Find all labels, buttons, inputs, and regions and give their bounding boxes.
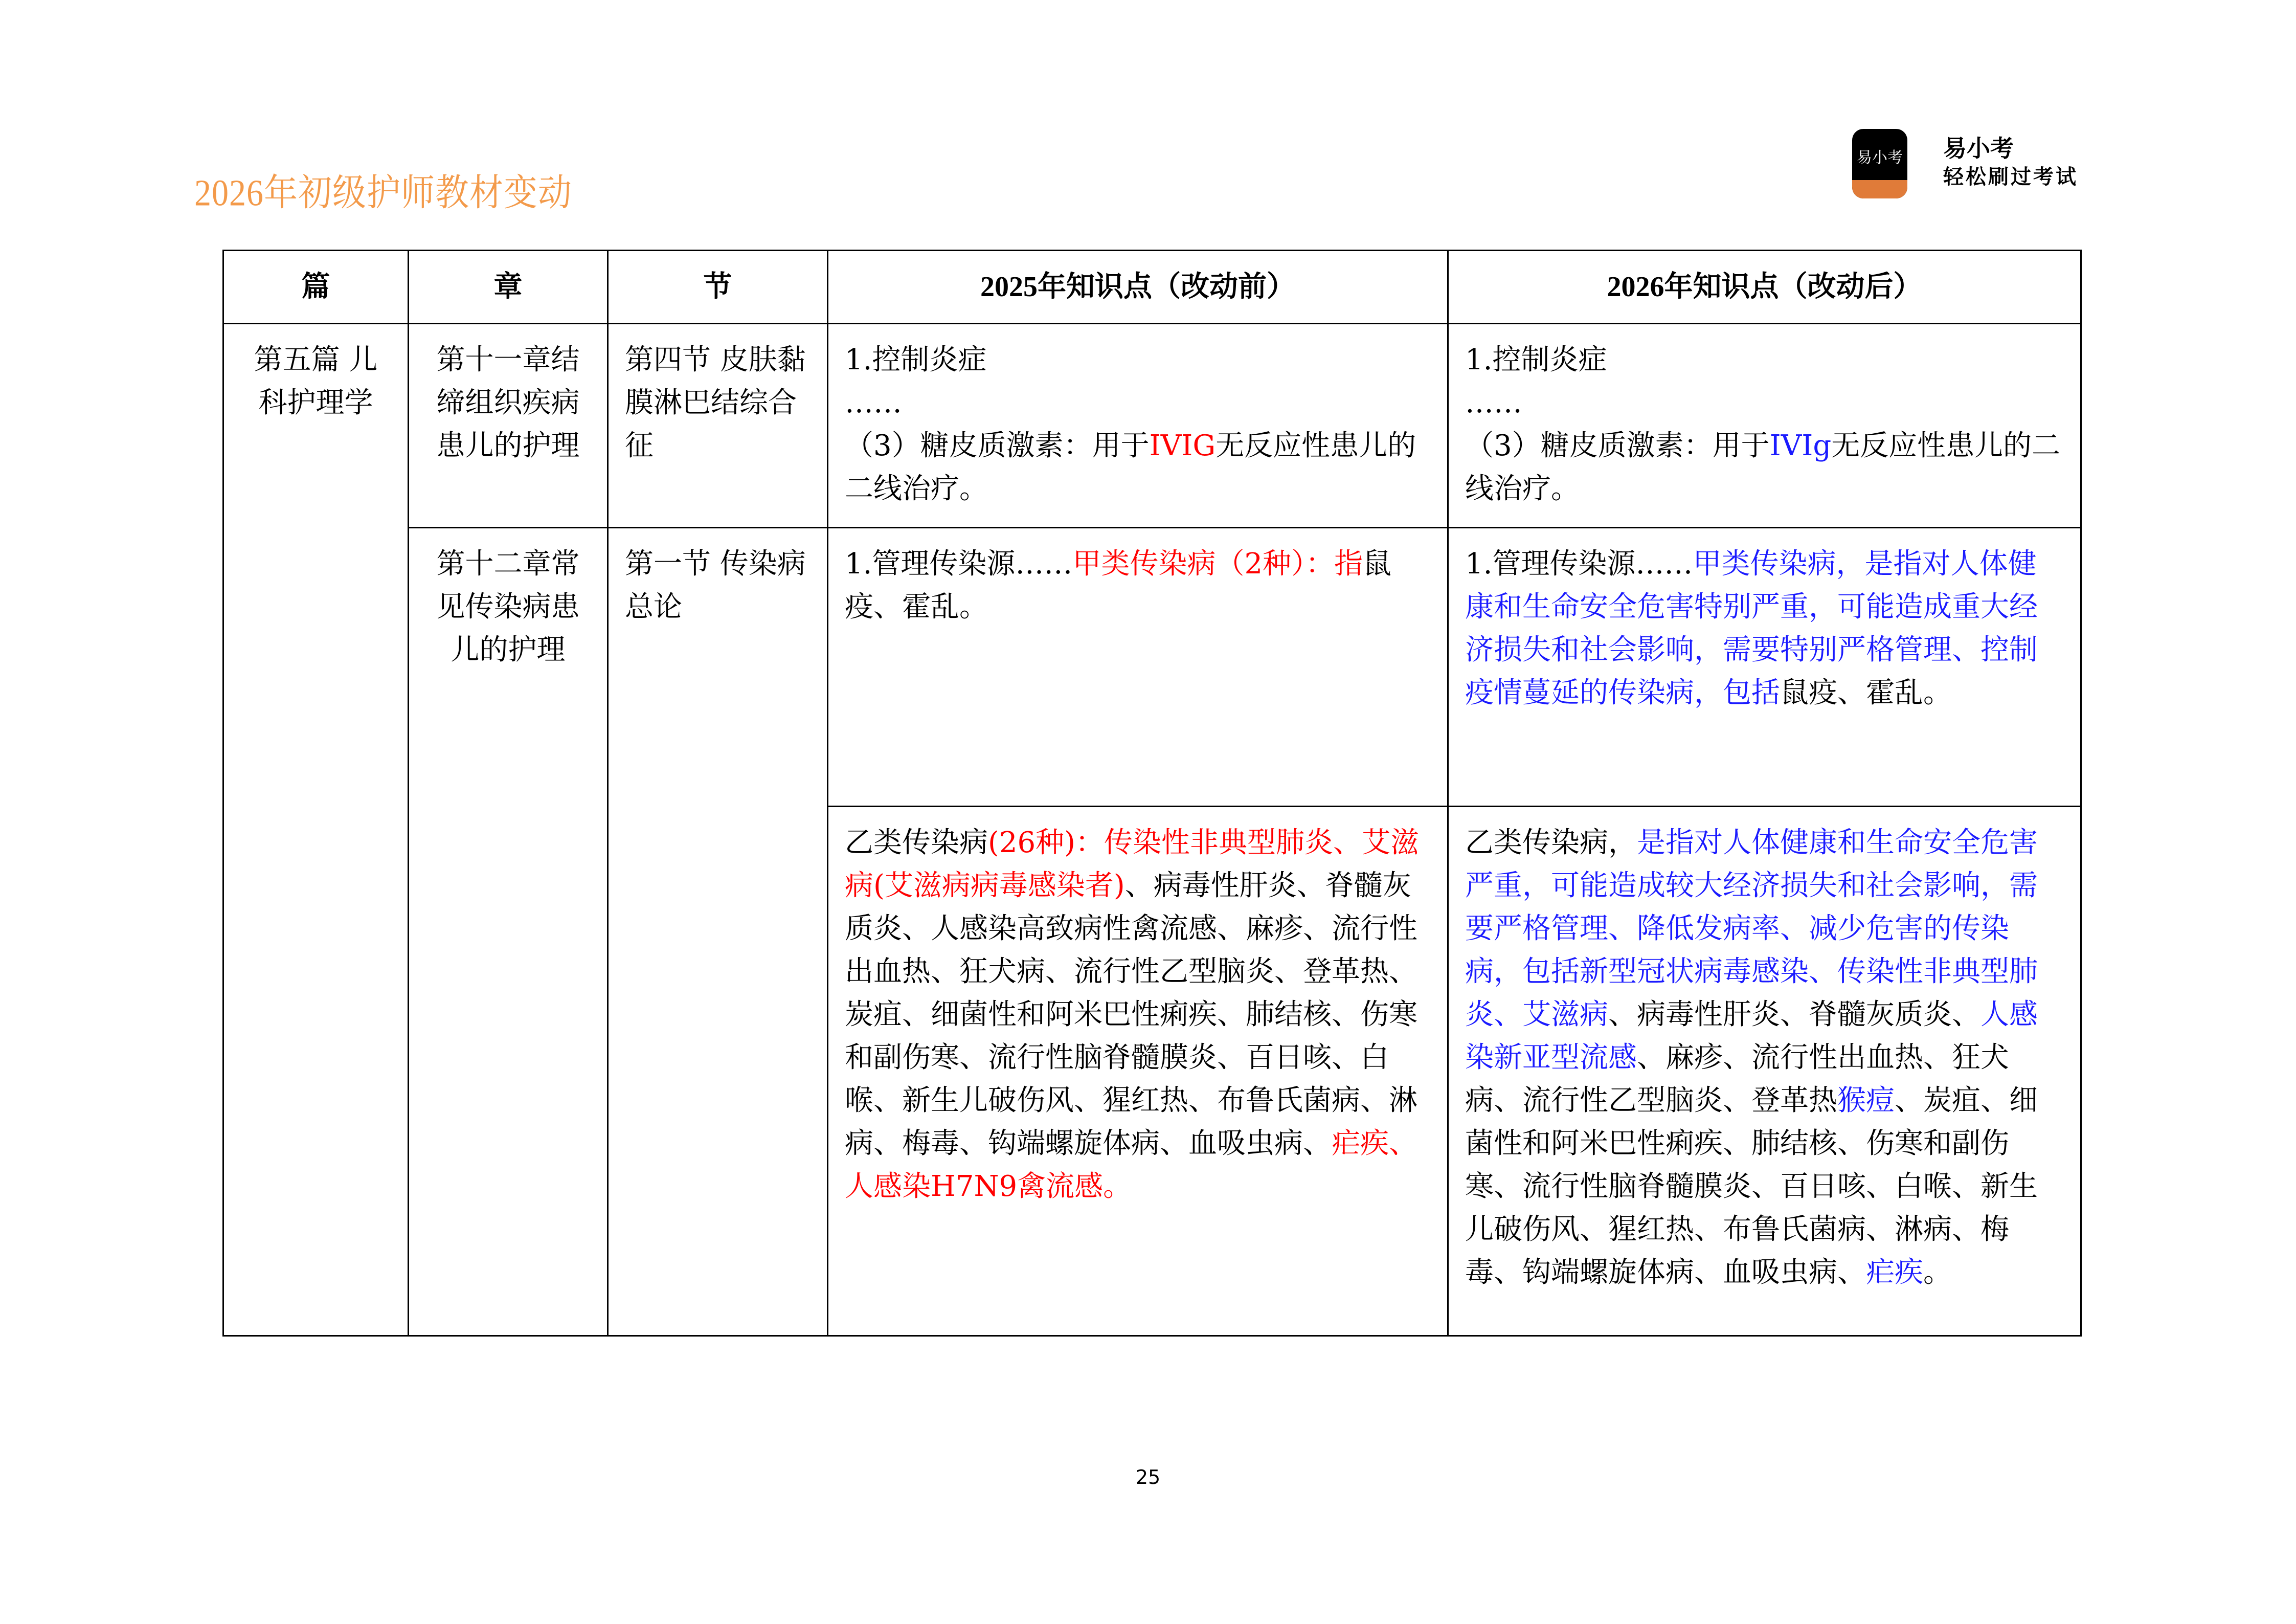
text-segment: 、炭疽、细菌性和阿米巴性痢疾、肺结核、伤寒和副伤寒、流行性脑脊髓膜炎、百日咳、白喉、新生儿破伤风、猩红热、布鲁氏菌病、淋病、梅毒、钩端螺旋体病、血吸虫病、 <box>1465 1084 2038 1289</box>
new-knowledge-cell <box>1448 528 2081 807</box>
zhang-cell: 第十一章结缔组织疾病患儿的护理 <box>409 324 608 528</box>
logo-text: 易小考 <box>1857 149 1903 167</box>
old-knowledge-cell <box>828 807 1448 1336</box>
red-highlight-text: IVIG <box>1149 429 1216 462</box>
text-segment: 。 <box>1923 1256 1952 1289</box>
old-knowledge-cell <box>828 528 1448 807</box>
red-highlight-text: (26种)：传染性非典型肺炎、艾滋病(艾滋病病毒感染者) <box>845 826 1419 902</box>
text-segment: （3）糖皮质激素：用于 <box>845 429 1150 462</box>
blue-highlight-text: 甲类传染病，是指对人体健康和生命安全危害特别严重，可能造成重大经济损失和社会影响，需要特别严格管理、控制疫情蔓延的传染病，包括 <box>1465 547 2038 709</box>
page-number: 25 <box>1135 1466 1161 1488</box>
new-knowledge-cell <box>1448 807 2081 1336</box>
text-segment: 无反应性患儿的二线治疗。 <box>1465 429 2061 505</box>
blue-highlight-text: 人感染新亚型流感 <box>1465 998 2038 1074</box>
logo-accent-bar <box>1852 180 1907 198</box>
table-row <box>223 528 2081 807</box>
red-highlight-text: 甲类传染病（2种）：指 <box>1072 547 1363 581</box>
red-highlight-text: 疟疾、人感染H7N9禽流感。 <box>845 1127 1417 1203</box>
zhang-cell: 第十二章常见传染病患儿的护理 <box>409 528 608 1336</box>
brand-slogan: 轻松刷过考试 <box>1943 165 2078 189</box>
jie-cell: 第四节 皮肤黏膜淋巴结综合征 <box>608 324 828 528</box>
text-segment: 、麻疹、流行性出血热、狂犬病、流行性乙型脑炎、登革热 <box>1465 1041 2009 1117</box>
header-pian: 篇 <box>223 251 409 324</box>
text-segment: 乙类传染病 <box>845 826 988 859</box>
text-segment: …… <box>1465 386 1522 419</box>
text-segment: …… <box>845 386 902 419</box>
jie-cell: 第一节 传染病总论 <box>608 528 828 1336</box>
text-segment: 1.控制炎症 <box>1465 343 1607 376</box>
text-segment: 鼠疫、霍乱。 <box>845 547 1392 624</box>
text-segment: 乙类传染病， <box>1465 826 1637 859</box>
header-2026-after: 2026年知识点（改动后） <box>1448 251 2081 324</box>
text-segment: （3）糖皮质激素：用于 <box>1465 429 1770 462</box>
header-zhang: 章 <box>409 251 608 324</box>
new-knowledge-cell <box>1448 324 2081 528</box>
blue-highlight-text: 是指对人体健康和生命安全危害严重，可能造成较大经济损失和社会影响，需要严格管理、降低发病率、减少危害的传染病，包括新型冠状病毒感染、传染性非典型肺炎、艾滋病 <box>1465 826 2038 1031</box>
text-segment: 1.管理传染源…… <box>845 547 1073 581</box>
blue-highlight-text: IVIg <box>1769 429 1832 462</box>
blue-highlight-text: 猴痘 <box>1837 1084 1895 1117</box>
table-row <box>223 324 2081 528</box>
header-jie: 节 <box>608 251 828 324</box>
text-segment: 1.控制炎症 <box>845 343 987 376</box>
text-segment: 无反应性患儿的二线治疗。 <box>845 429 1416 505</box>
text-segment: 鼠疫、霍乱。 <box>1780 676 1952 709</box>
header-2025-before: 2025年知识点（改动前） <box>828 251 1448 324</box>
brand-logo-icon <box>1852 129 1907 198</box>
text-segment: 1.管理传染源…… <box>1465 547 1693 581</box>
brand-block <box>1943 134 2078 191</box>
text-segment: 、病毒性肝炎、脊髓灰质炎、人感染高致病性禽流感、麻疹、流行性出血热、狂犬病、流行性乙型脑炎、登革热、炭疽、细菌性和阿米巴性痢疾、肺结核、伤寒和副伤寒、流行性脑脊髓膜炎、百日咳、白喉、新生儿破伤风、猩红热、布鲁氏菌病、淋病、梅毒、钩端螺旋体病、血吸虫病、 <box>845 869 1417 1160</box>
brand-name: 易小考 <box>1943 135 2014 162</box>
table-header-row <box>223 251 2081 324</box>
changes-table <box>222 250 2082 1337</box>
blue-highlight-text: 疟疾 <box>1866 1256 1923 1289</box>
text-segment: 、病毒性肝炎、脊髓灰质炎、 <box>1608 998 1980 1031</box>
document-title: 2026年初级护师教材变动 <box>194 172 572 214</box>
old-knowledge-cell <box>828 324 1448 528</box>
pian-cell: 第五篇 儿科护理学 <box>223 324 409 1336</box>
